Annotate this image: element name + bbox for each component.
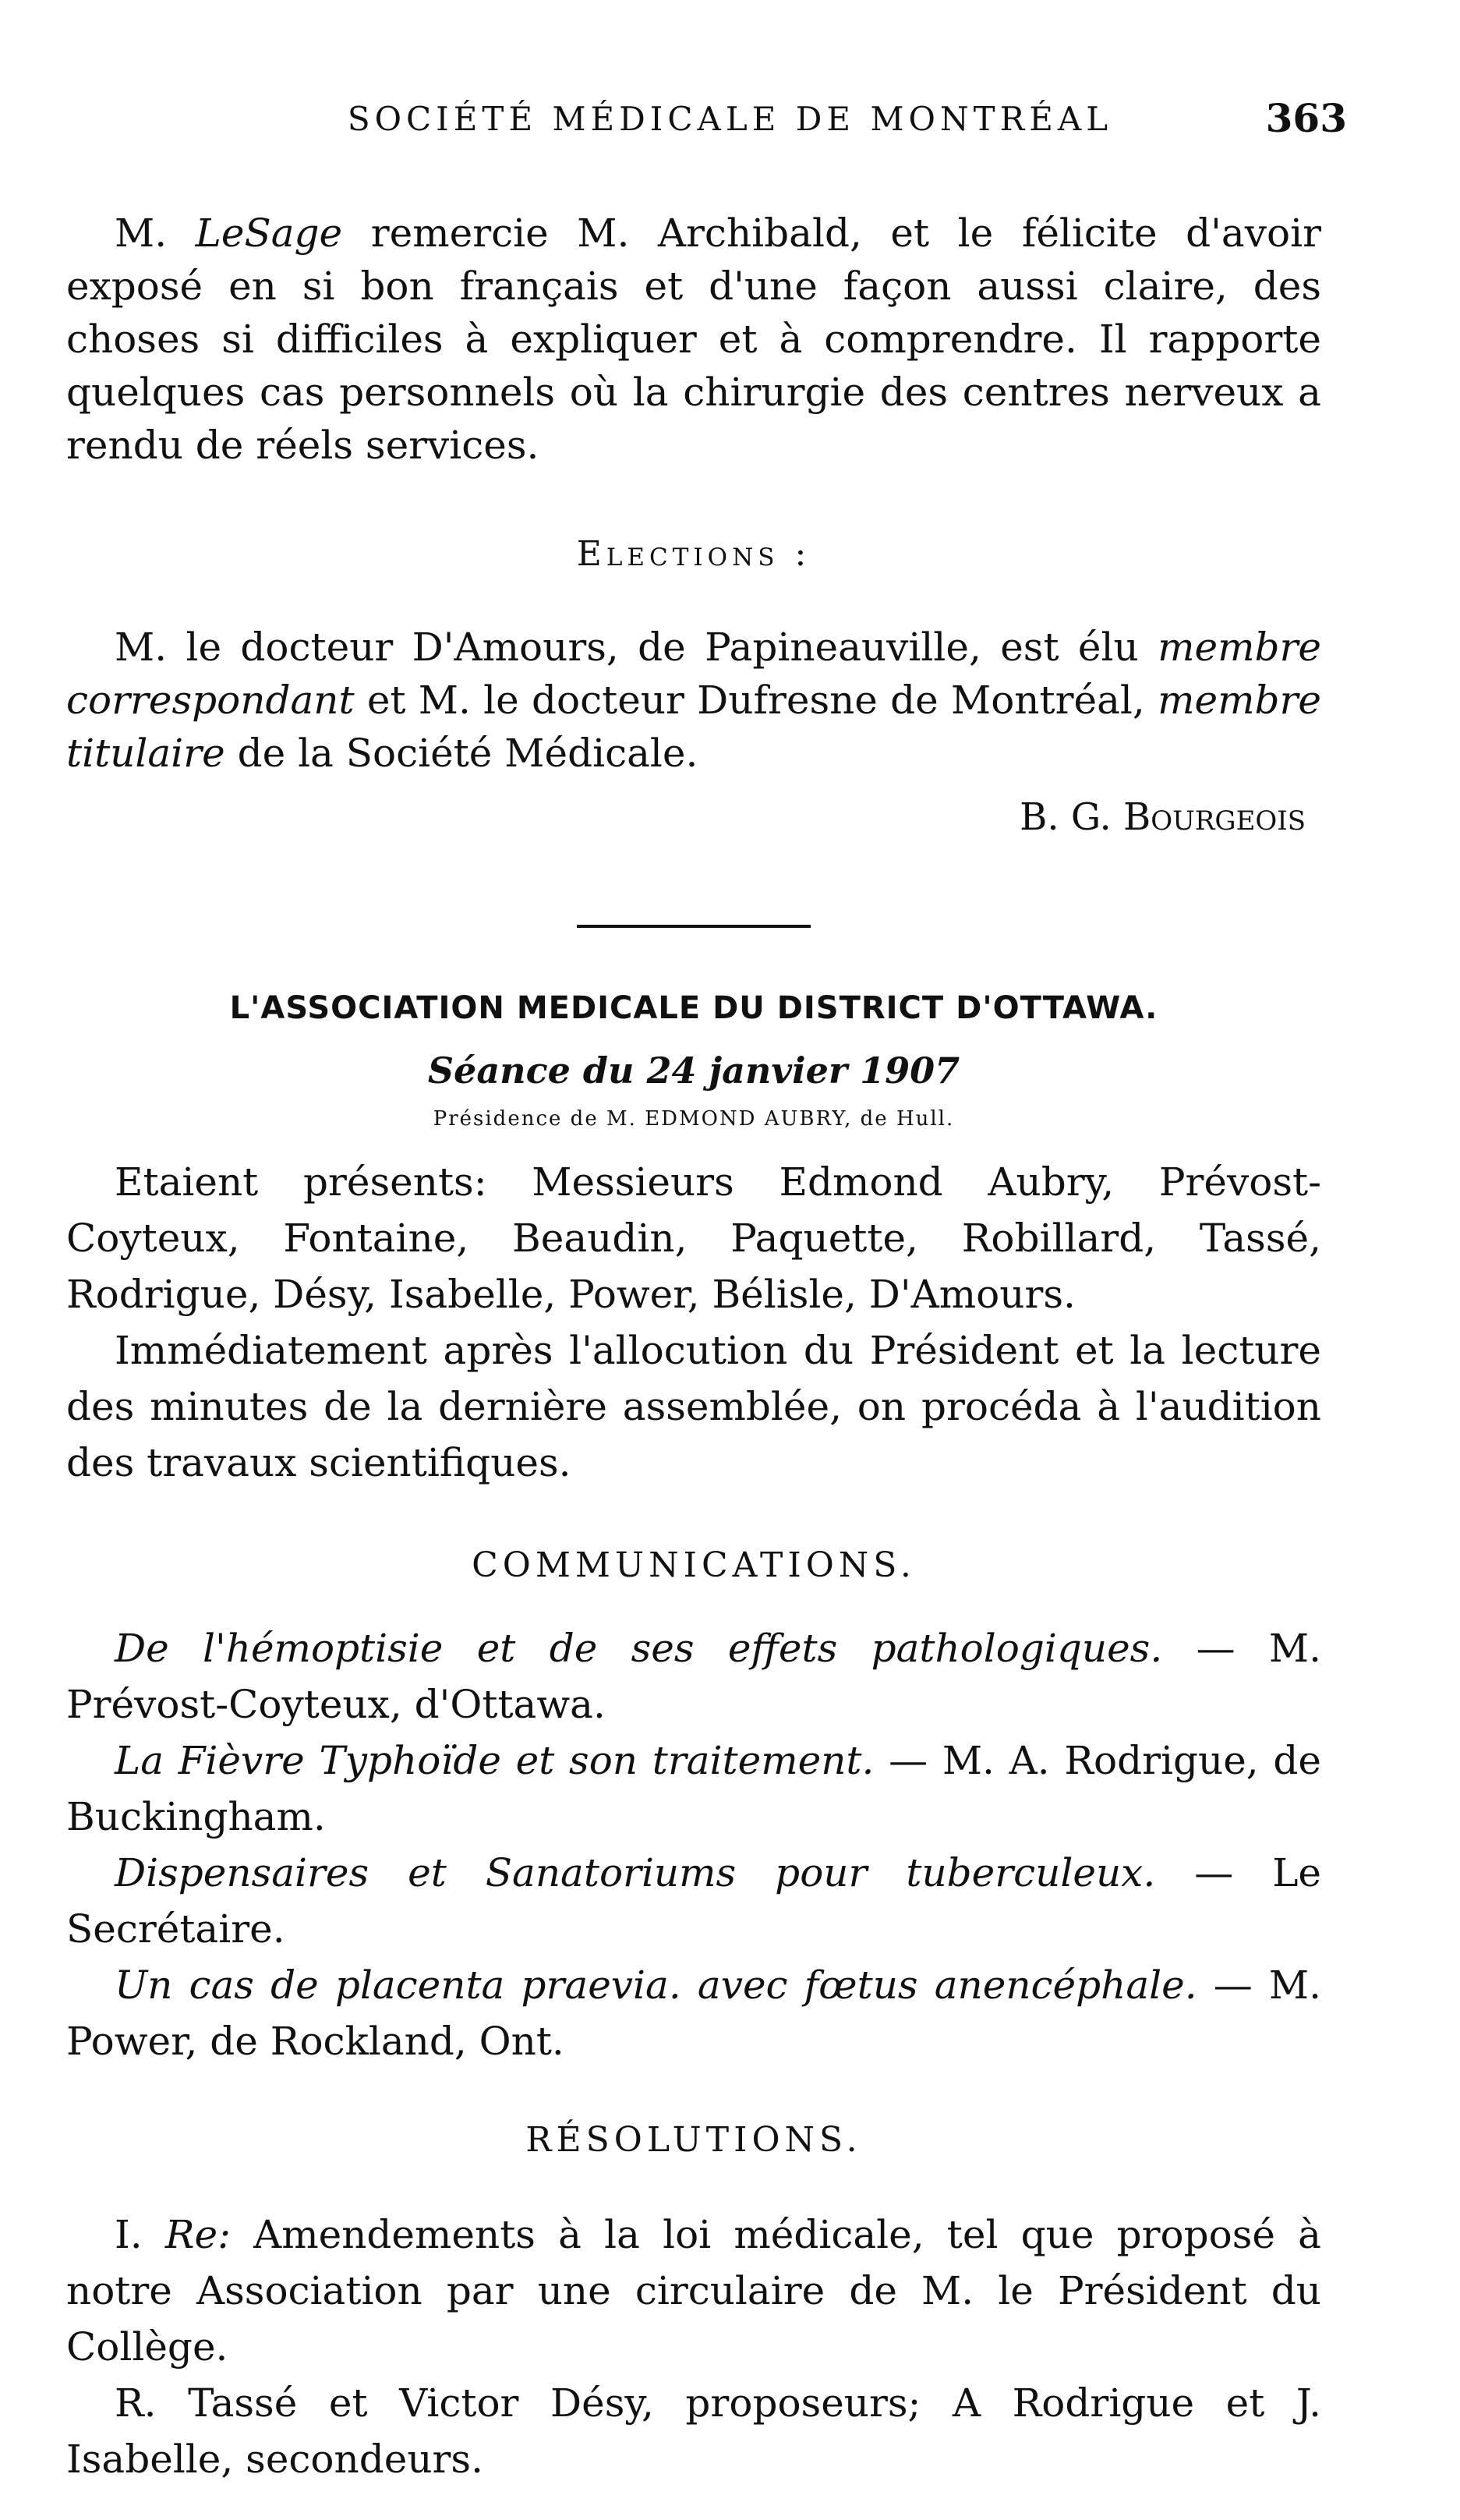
communication-author: — M. Power, de Rockland, Ont.: [66, 1963, 1321, 2064]
elections-s5: de la Société Médicale.: [237, 731, 698, 776]
elections-heading: Elections :: [576, 534, 811, 574]
resolution-text: Amendements à la loi médicale, tel que proposé à notre Association par une circulaire de M. le Président du Collège.: [66, 2212, 1321, 2370]
signature: B. G. Bourgeois: [1020, 795, 1306, 839]
communication-author: — Le Secrétaire.: [66, 1850, 1321, 1952]
resolution-re: Re:: [164, 2212, 231, 2257]
resolution-number: I.: [115, 2212, 143, 2257]
lesage-name: LeSage: [195, 211, 343, 256]
communication-title: Dispensaires et Sanatoriums pour tuberculeux.: [115, 1850, 1156, 1895]
communication-author: — M. Prévost-Coyteux, d'Ottawa.: [66, 1626, 1321, 1727]
resolutions-heading: RÉSOLUTIONS.: [525, 2120, 862, 2160]
elections-s1: M. le docteur D'Amours, de Papineauville, est élu: [115, 625, 1139, 670]
resolution-one: [66, 2207, 1321, 2375]
communications-heading: COMMUNICATIONS.: [472, 1545, 916, 1585]
elections-membre-correspondant: membre correspondant: [66, 625, 1321, 723]
lesage-paragraph: [66, 207, 1321, 472]
page-header: [0, 95, 1460, 162]
communication-title: La Fièvre Typhoïde et son traitement.: [115, 1738, 875, 1783]
section-divider: [577, 925, 811, 928]
lesage-s1: M.: [115, 211, 168, 256]
page-body: [66, 195, 1321, 2487]
minutes-paragraph: Immédiatement après l'allocution du Président et la lecture des minutes de la dernière assemblée, on procéda à l'audition des travaux scientifiques.: [66, 1328, 1321, 1485]
elections-s3: et M. le docteur Dufresne de Montréal,: [366, 678, 1145, 723]
communication-item: [66, 1957, 1321, 2069]
communication-item: [66, 1620, 1321, 1732]
communication-item: [66, 1845, 1321, 1957]
elections-paragraph: [66, 621, 1321, 780]
resolution-movers: R. Tassé et Victor Désy, proposeurs; A Rodrigue et J. Isabelle, secondeurs.: [66, 2380, 1321, 2482]
page-number: 363: [1265, 95, 1347, 141]
communication-author: — M. A. Rodrigue, de Buckingham.: [66, 1738, 1321, 1839]
elections-membre-titulaire: membre titulaire: [66, 678, 1321, 776]
communication-title: Un cas de placenta praevia. avec fœtus anencéphale.: [115, 1963, 1197, 2008]
lesage-s3: remercie M. Archibald, et le félicite d'avoir exposé en si bon français et d'une façon aussi claire, des choses si difficiles à expliquer et à comprendre. Il rapporte quelques cas personnels où la chirurgie des centres nerveux a rendu de réels services.: [66, 211, 1321, 468]
presidence-line: Présidence de M. EDMOND AUBRY, de Hull.: [433, 1107, 955, 1131]
communication-title: De l'hémoptisie et de ses effets pathologiques.: [115, 1626, 1163, 1671]
communication-item: [66, 1732, 1321, 1845]
association-title: L'ASSOCIATION MEDICALE DU DISTRICT D'OTTAWA.: [229, 990, 1158, 1026]
seance-date: Séance du 24 janvier 1907: [427, 1049, 960, 1092]
running-title: SOCIÉTÉ MÉDICALE DE MONTRÉAL: [347, 100, 1113, 138]
presents-paragraph: Etaient présents: Messieurs Edmond Aubry, Prévost-Coyteux, Fontaine, Beaudin, Paquette, Robillard, Tassé, Rodrigue, Désy, Isabelle, Power, Bélisle, D'Amours.: [66, 1159, 1321, 1317]
